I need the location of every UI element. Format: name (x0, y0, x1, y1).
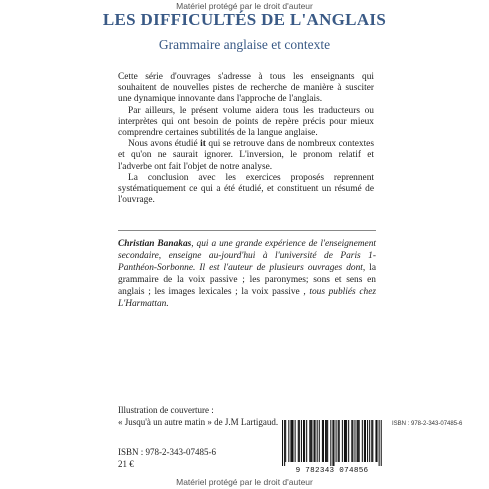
barcode-bar (323, 420, 324, 462)
barcode-bar (315, 420, 316, 462)
barcode-bar (325, 420, 326, 462)
barcode-bar (371, 420, 372, 462)
barcode-bar (332, 420, 333, 466)
barcode-bar (365, 420, 366, 462)
barcode-bar (345, 420, 346, 462)
emphasized-word: it (200, 139, 206, 150)
barcode-bar (372, 420, 373, 462)
author-bio-text: , qui a une grande expérience de l'enseignement secondaire, enseigne au-jourd'hui à l'université de Paris 1-Panthéon-Sorbonne. Il est l'auteur de plusieurs ouvrages dont (118, 239, 376, 273)
text-run: qui se retrouve dans de nombreux contextes et qu'on ne saurait ignorer. L'inversion, le pronom relatif et l'adverbe ont fait l'objet de notre analyse. (118, 139, 374, 172)
description-paragraph (118, 139, 374, 173)
author-works: , la grammaire de la voix passive ; les paronymes; sons et sens en anglais ; les images lexicales ; la voix passive , (118, 263, 376, 297)
description-paragraph: Par ailleurs, le présent volume aidera tous les traducteurs ou interprètes qui ont besoin de points de repère précis pour mieux comprendre certaines subtilités de la langue anglaise. (118, 105, 374, 139)
barcode-bar (299, 420, 300, 462)
isbn-side-label: ISBN : 978-2-343-07485-6 (392, 421, 463, 427)
barcode-bar (359, 420, 360, 462)
isbn-label: ISBN : 978-2-343-07485-6 (118, 447, 216, 457)
author-name: Christian Banakas (118, 239, 192, 249)
barcode-bar (319, 420, 320, 462)
description (118, 72, 374, 206)
barcode-bar (344, 420, 345, 462)
barcode-bar (291, 420, 292, 462)
barcode-bar (284, 420, 285, 466)
description-paragraph: La conclusion avec les exercices proposés reprennent systématiquement ce qui a été étudié, et constituent un résumé de l'ouvrage. (118, 172, 374, 206)
barcode-bar (290, 420, 291, 462)
barcode-bar (298, 420, 299, 462)
barcode-bar (367, 420, 368, 462)
barcode-bar (282, 420, 283, 466)
barcode-bar (348, 420, 349, 462)
barcode-bar (314, 420, 315, 462)
barcode-bar (295, 420, 296, 462)
price: 21 € (118, 459, 134, 469)
barcode-bar (336, 420, 337, 462)
barcode-number: 9 782343 074856 (295, 467, 369, 475)
barcode-bar (322, 420, 323, 462)
barcode-bar (354, 420, 355, 462)
barcode-bar (338, 420, 339, 462)
barcode-bar (285, 420, 286, 462)
barcode-bar (301, 420, 302, 462)
barcode-bar (330, 420, 331, 466)
book-title: LES DIFFICULTÉS DE L'ANGLAIS (102, 10, 387, 29)
author-bio (118, 238, 376, 310)
cover-credit-title: « Jusqu'à un autre matin » de J.M Lartigaud. (118, 416, 279, 427)
copyright-notice-bottom: Matériel protégé par le droit d'auteur (176, 477, 313, 487)
barcode-bar (310, 420, 311, 462)
barcode-bar (342, 420, 343, 462)
barcode-bar (377, 420, 378, 462)
barcode-bar (364, 420, 365, 462)
book-subtitle: Grammaire anglaise et contexte (158, 37, 331, 52)
barcode-bar (303, 420, 304, 462)
barcode-bar (333, 420, 334, 466)
divider (118, 230, 376, 231)
barcode-bar (288, 420, 289, 462)
barcode-bar (375, 420, 376, 462)
barcode-bar (326, 420, 327, 462)
copyright-notice-top: Matériel protégé par le droit d'auteur (176, 1, 313, 11)
barcode-bar (317, 420, 318, 462)
barcode-bar (327, 420, 328, 462)
isbn-block (118, 446, 216, 470)
barcode-bar (352, 420, 353, 462)
barcode-bar (362, 420, 363, 462)
barcode-bar (369, 420, 370, 462)
barcode-bar (309, 420, 310, 462)
barcode-bar (306, 420, 307, 462)
barcode-bar (339, 420, 340, 462)
barcode-bars (282, 420, 382, 466)
barcode-bar (346, 420, 347, 462)
barcode-bar (379, 420, 380, 466)
barcode-bar (311, 420, 312, 462)
cover-credit-label: Illustration de couverture : (118, 405, 214, 415)
barcode-bar (357, 420, 358, 462)
text-run: Nous avons étudié (128, 139, 201, 150)
barcode-bar (381, 420, 382, 466)
cover-credit (118, 405, 278, 428)
barcode-bar (351, 420, 352, 462)
barcode-bar (358, 420, 359, 462)
barcode-bar (304, 420, 305, 462)
description-paragraph: Cette série d'ouvrages s'adresse à tous les enseignants qui souhaitent de nouvelles pistes de recherche de manière à susciter une dynamique innovante dans l'approche de l'anglais. (118, 72, 374, 105)
barcode-bar (293, 420, 294, 462)
author-publisher: tous publiés chez L'Harmattan. (118, 287, 377, 309)
